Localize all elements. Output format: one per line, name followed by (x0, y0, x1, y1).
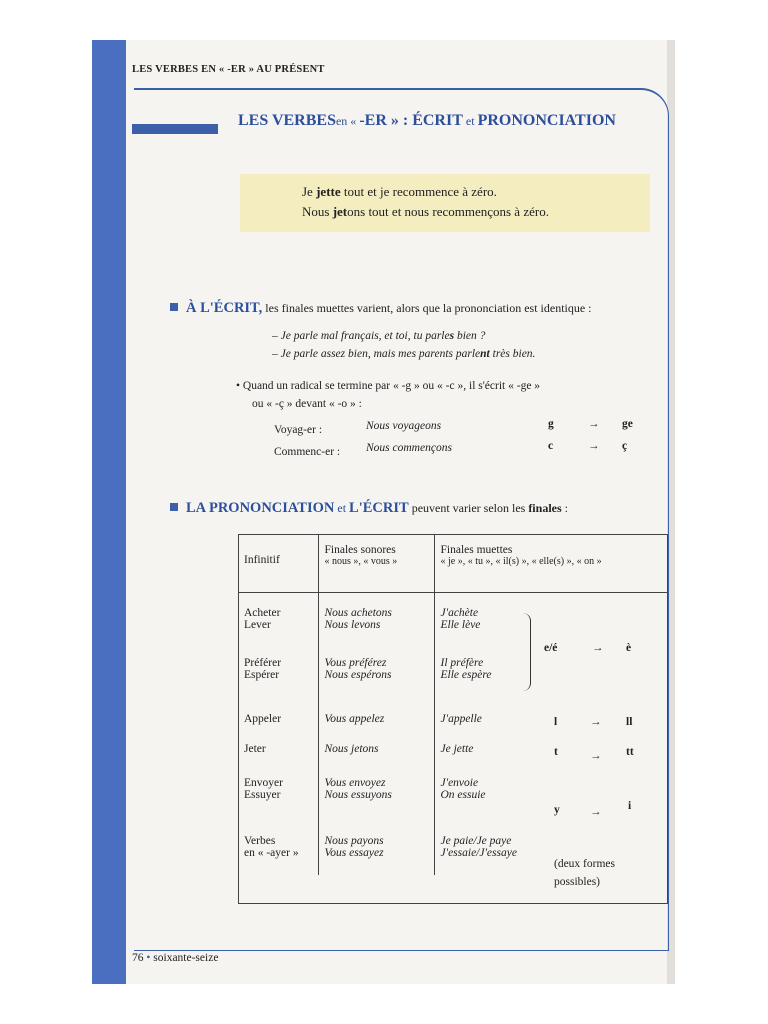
page-title (238, 112, 616, 130)
title-accent-bar (132, 124, 218, 134)
rule-to-l: ll (626, 716, 633, 728)
example-arrow-1: → (588, 418, 600, 430)
highlight-line-1: Je jette tout et je recommence à zéro. (302, 184, 497, 199)
example-verb-1: Voyag-er : (274, 424, 323, 436)
title-part6: PRONONCIATION (477, 112, 616, 129)
table-row: Acheter Lever Nous achetons Nous levons J'achète Elle lève (238, 593, 668, 648)
brace-bracket (522, 613, 531, 691)
title-part5: et (462, 114, 478, 128)
rule-to-y: i (628, 800, 632, 812)
bullet-rule-line-2: ou « -ç » devant « -o » : (252, 398, 362, 410)
example-verb-2: Commenc-er : (274, 446, 341, 458)
title-part2: en « (335, 114, 360, 128)
example-from-2: c (548, 440, 554, 452)
table-row: Appeler Vous appelez J'appelle (238, 697, 668, 729)
example-form-1: Nous voyageons (366, 420, 442, 432)
section-ecrit-heading: À L'ÉCRIT, les finales muettes varient, alors que la prononciation est identique : (170, 300, 592, 317)
table-note-line-1: (deux formes (554, 858, 615, 870)
rule-arrow-l: → (590, 716, 602, 728)
highlight-line-2: Nous jetons tout et nous recommençons à zéro. (302, 204, 549, 219)
rule-from-l: l (554, 716, 558, 728)
page-number: 76 (132, 952, 144, 964)
rule-arrow-e: → (592, 642, 604, 654)
table-note-line-2: possibles) (554, 876, 600, 888)
header-infinitif: Infinitif (238, 534, 318, 593)
title-part1: LES VERBES (238, 112, 336, 129)
rule-arrow-t: → (590, 750, 602, 762)
example-highlight-box (240, 174, 650, 232)
rule-from-t: t (554, 746, 558, 758)
example-to-2: ç (622, 440, 628, 452)
rule-arrow-y: → (590, 806, 602, 818)
page-number-words: soixante-seize (153, 952, 219, 964)
rule-from-y: y (554, 804, 560, 816)
dialog-line-2: – Je parle assez bien, mais mes parents parlent très bien. (272, 348, 536, 360)
conjugation-table (238, 534, 668, 875)
title-part3: -ER (359, 112, 387, 129)
section-square-icon (170, 503, 178, 511)
dialog-line-1: – Je parle mal français, et toi, tu parles bien ? (272, 330, 486, 342)
title-part4: » : ÉCRIT (386, 112, 463, 129)
section-prononciation-heading: LA PRONONCIATION et L'ÉCRIT peuvent varier selon les finales : (170, 500, 568, 517)
rule-from-e: e/é (544, 642, 558, 654)
table-row: Envoyer Essuyer Vous envoyez Nous essuyons J'envoie On essuie (238, 759, 668, 811)
section-square-icon (170, 303, 178, 311)
header-sonores: Finales sonores « nous », « vous » (318, 534, 434, 593)
example-to-1: ge (622, 418, 633, 430)
running-head: LES VERBES EN « -ER » AU PRÉSENT (132, 64, 325, 75)
example-form-2: Nous commençons (366, 442, 452, 454)
page-side-bar (92, 40, 126, 984)
table-row: Verbes en « -ayer » Nous payons Vous essayez Je paie/Je paye J'essaie/J'essaye (238, 811, 668, 875)
rule-to-t: tt (626, 746, 634, 758)
table-row: Préférer Espérer Vous préférez Nous espérons Il préfère Elle espère (238, 647, 668, 697)
rule-to-e: è (626, 642, 632, 654)
book-page (92, 40, 675, 984)
table-row: Jeter Nous jetons Je jette (238, 729, 668, 759)
table-header-row (238, 534, 668, 593)
bullet-rule-line-1: • Quand un radical se termine par « -g » ou « -c », il s'écrit « -ge » (236, 380, 541, 392)
example-arrow-2: → (588, 440, 600, 452)
page-footer: 76 • soixante-seize (132, 952, 219, 964)
header-muettes: Finales muettes « je », « tu », « il(s) », « elle(s) », « on » (434, 534, 668, 593)
example-from-1: g (548, 418, 554, 430)
